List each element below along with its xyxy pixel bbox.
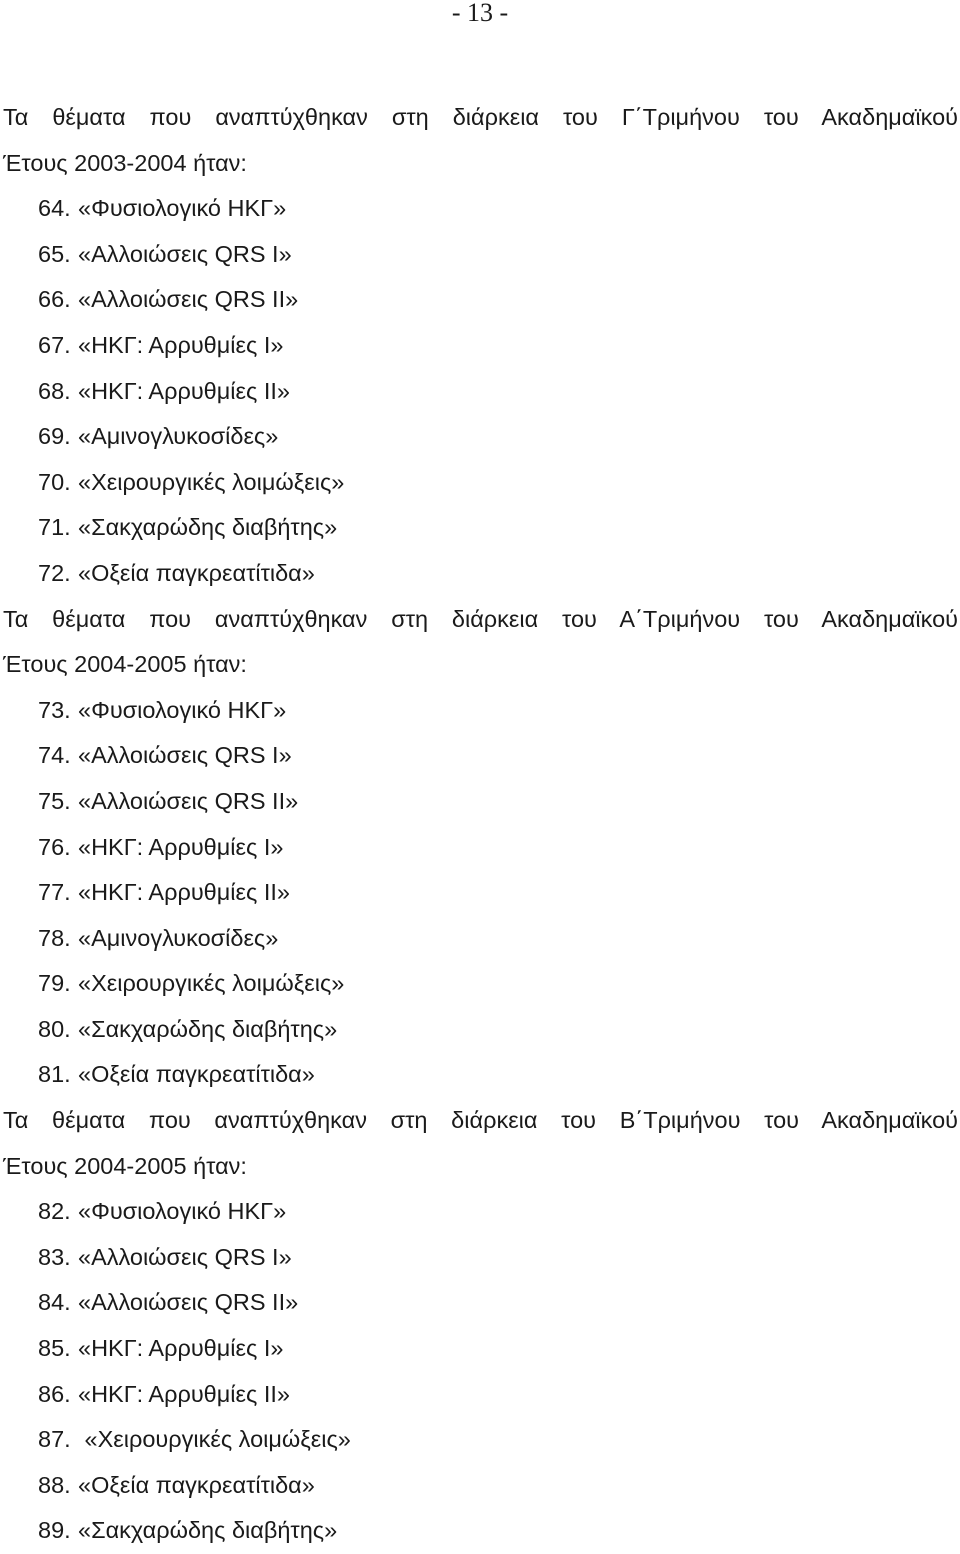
- list-item: [0, 186, 960, 232]
- item-title: «Οξεία παγκρεατίτιδα»: [78, 1061, 315, 1088]
- item-title: «Οξεία παγκρεατίτιδα»: [78, 559, 315, 586]
- list-item: [0, 961, 960, 1007]
- item-number: 89.: [38, 1517, 71, 1544]
- item-number: 76.: [38, 833, 71, 860]
- item-title: «Αμινογλυκοσίδες»: [78, 423, 279, 450]
- item-title: «Φυσιολογικό ΗΚΓ»: [78, 696, 287, 723]
- list-item: [0, 505, 960, 551]
- list-item: [0, 1508, 960, 1554]
- item-title: «ΗΚΓ: Αρρυθμίες I»: [78, 833, 284, 860]
- item-title: «ΗΚΓ: Αρρυθμίες II»: [78, 879, 290, 906]
- list-item: [0, 688, 960, 734]
- item-title: «Σακχαρώδης διαβήτης»: [78, 514, 338, 541]
- item-number: 72.: [38, 559, 71, 586]
- item-title: «ΗΚΓ: Αρρυθμίες II»: [78, 1380, 290, 1407]
- section-a-trimester-2004-2005: [0, 597, 960, 1099]
- item-number: 81.: [38, 1061, 71, 1088]
- item-title: «Σακχαρώδης διαβήτης»: [78, 1517, 338, 1544]
- item-title: «Αλλοιώσεις QRS I»: [78, 240, 292, 267]
- item-number: 85.: [38, 1335, 71, 1362]
- document-body: [0, 95, 960, 1554]
- item-number: 66.: [38, 286, 71, 313]
- item-title: «Χειρουργικές λοιμώξεις»: [78, 468, 345, 495]
- list-item: [0, 323, 960, 369]
- item-number: 87.: [38, 1426, 71, 1453]
- section-intro: Τα θέματα που αναπτύχθηκαν στη διάρκεια του Β΄Τριμήνου του Ακαδημαϊκού: [3, 1107, 958, 1134]
- item-title: «Φυσιολογικό ΗΚΓ»: [78, 1198, 287, 1225]
- item-title: «Αμινογλυκοσίδες»: [78, 924, 279, 951]
- item-title: «Αλλοιώσεις QRS I»: [78, 742, 292, 769]
- section-intro-year: Έτους 2004-2005 ήταν:: [3, 1152, 247, 1179]
- item-title: «ΗΚΓ: Αρρυθμίες I»: [78, 1335, 284, 1362]
- item-number: 77.: [38, 879, 71, 906]
- list-item: [0, 1189, 960, 1235]
- item-title: «Χειρουργικές λοιμώξεις»: [78, 1426, 351, 1453]
- item-number: 70.: [38, 468, 71, 495]
- section-intro-year: Έτους 2003-2004 ήταν:: [3, 149, 247, 176]
- item-number: 79.: [38, 970, 71, 997]
- list-item: [0, 1007, 960, 1053]
- item-number: 78.: [38, 924, 71, 951]
- item-number: 84.: [38, 1289, 71, 1316]
- list-item: [0, 232, 960, 278]
- item-number: 74.: [38, 742, 71, 769]
- item-number: 88.: [38, 1471, 71, 1498]
- list-item: [0, 414, 960, 460]
- list-item: [0, 1372, 960, 1418]
- list-item: [0, 1463, 960, 1509]
- item-title: «Χειρουργικές λοιμώξεις»: [78, 970, 345, 997]
- item-title: «Αλλοιώσεις QRS I»: [78, 1243, 292, 1270]
- section-g-trimester-2003-2004: [0, 95, 960, 597]
- item-title: «Σακχαρώδης διαβήτης»: [78, 1015, 338, 1042]
- item-title: «ΗΚΓ: Αρρυθμίες I»: [78, 331, 284, 358]
- item-title: «Αλλοιώσεις QRS II»: [78, 787, 299, 814]
- item-number: 75.: [38, 787, 71, 814]
- list-item: [0, 1052, 960, 1098]
- list-item: [0, 369, 960, 415]
- page-number: - 13 -: [451, 0, 509, 27]
- item-number: 86.: [38, 1380, 71, 1407]
- item-number: 71.: [38, 514, 71, 541]
- list-item: [0, 870, 960, 916]
- list-item: [0, 551, 960, 597]
- list-item: [0, 460, 960, 506]
- item-number: 80.: [38, 1015, 71, 1042]
- list-item: [0, 1417, 960, 1463]
- list-item: [0, 779, 960, 825]
- item-number: 65.: [38, 240, 71, 267]
- item-title: «ΗΚΓ: Αρρυθμίες II»: [78, 377, 290, 404]
- section-intro: Τα θέματα που αναπτύχθηκαν στη διάρκεια του Α΄Τριμήνου του Ακαδημαϊκού: [3, 605, 958, 632]
- item-number: 82.: [38, 1198, 71, 1225]
- list-item: [0, 1235, 960, 1281]
- list-item: [0, 1280, 960, 1326]
- item-title: «Οξεία παγκρεατίτιδα»: [78, 1471, 315, 1498]
- list-item: [0, 733, 960, 779]
- list-item: [0, 916, 960, 962]
- item-number: 64.: [38, 195, 71, 222]
- section-intro: Τα θέματα που αναπτύχθηκαν στη διάρκεια του Γ΄Τριμήνου του Ακαδημαϊκού: [3, 104, 958, 130]
- list-item: [0, 1326, 960, 1372]
- item-number: 68.: [38, 377, 71, 404]
- item-number: 69.: [38, 423, 71, 450]
- item-title: «Αλλοιώσεις QRS II»: [78, 1289, 299, 1316]
- section-b-trimester-2004-2005: [0, 1098, 960, 1554]
- item-title: «Αλλοιώσεις QRS II»: [78, 286, 299, 313]
- item-number: 73.: [38, 696, 71, 723]
- list-item: [0, 277, 960, 323]
- item-number: 67.: [38, 331, 71, 358]
- item-number: 83.: [38, 1243, 71, 1270]
- item-title: «Φυσιολογικό ΗΚΓ»: [78, 195, 287, 222]
- section-intro-year: Έτους 2004-2005 ήταν:: [3, 651, 247, 678]
- list-item: [0, 825, 960, 871]
